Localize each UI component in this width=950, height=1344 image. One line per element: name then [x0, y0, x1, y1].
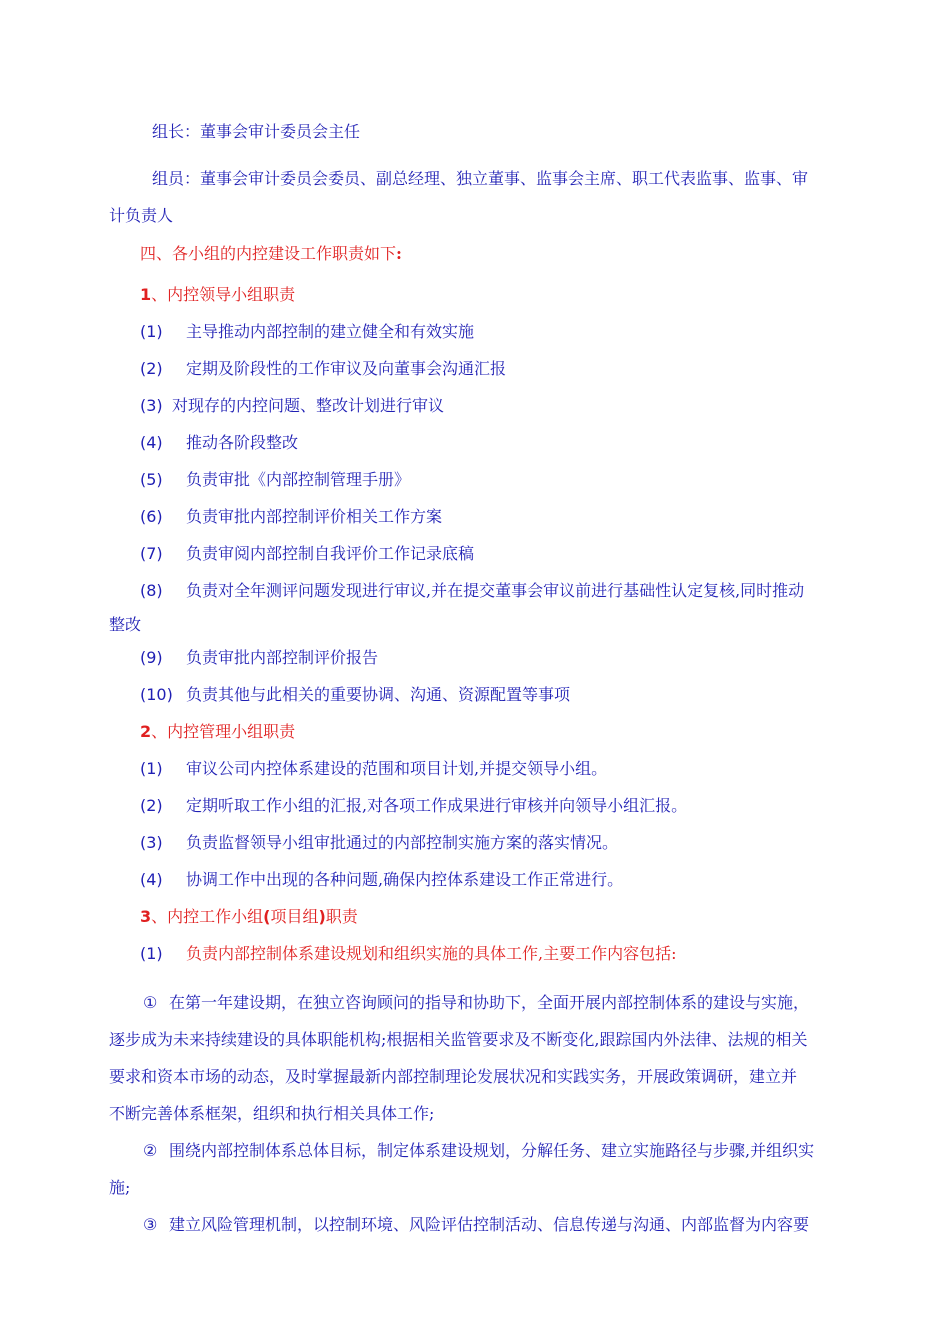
group1-item-2 [140, 358, 506, 380]
sub-item-2-line-2: 施; [109, 1178, 131, 1197]
item-text: 对现存的内控问题、整改计划进行审议 [172, 396, 445, 415]
group2-item-1 [140, 758, 607, 780]
item-number: (1) [140, 759, 163, 778]
item-number: (3) [140, 833, 163, 852]
sub-item-3-line-1 [143, 1214, 809, 1236]
leader-value: 董事会审计委员会主任 [200, 122, 361, 141]
group3-title-e: 职责 [325, 907, 358, 926]
item-text: 负责审批《内部控制管理手册》 [186, 470, 411, 489]
sub-item-2-mark: ② [143, 1141, 158, 1160]
group3-item-1 [140, 943, 676, 965]
group3-number: 3 [140, 907, 152, 926]
item-text: 负责审批内部控制评价相关工作方案 [186, 507, 443, 526]
group1-item-6 [140, 506, 442, 528]
item-text: 负责监督领导小组审批通过的内部控制实施方案的落实情况。 [186, 833, 619, 852]
sub-item-1-line-1 [143, 992, 809, 1014]
group2-number: 2 [140, 722, 152, 741]
item-text: 负责其他与此相关的重要协调、沟通、资源配置等事项 [186, 685, 571, 704]
item-text: 负责审阅内部控制自我评价工作记录底稿 [186, 544, 475, 563]
item-text: 协调工作中出现的各种问题,确保内控体系建设工作正常进行。 [186, 870, 624, 889]
item-number: (3) [140, 396, 163, 415]
group3-title-a: 、内控工作小组 [151, 907, 264, 926]
sub-item-2-line-1 [143, 1140, 814, 1162]
item-number: (10) [140, 685, 173, 704]
section-four-colon: : [396, 244, 402, 263]
group1-item-3 [140, 395, 444, 417]
group1-item-9 [140, 647, 378, 669]
sub-item-2-text-1: 围绕内部控制体系总体目标，制定体系建设规划，分解任务、建立实施路径与步骤,并组织实 [169, 1141, 815, 1160]
item-number: (7) [140, 544, 163, 563]
group3-title-d: ) [318, 907, 326, 926]
group3-title-c: 项目组 [270, 907, 319, 926]
sub-item-1-line-3: 要求和资本市场的动态，及时掌握最新内部控制理论发展状况和实践实务，开展政策调研，建立并 [109, 1067, 798, 1086]
group2-item-4 [140, 869, 623, 891]
item-number: (2) [140, 796, 163, 815]
item-text: 定期听取工作小组的汇报,对各项工作成果进行审核并向领导小组汇报。 [186, 796, 688, 815]
members-line [152, 168, 808, 190]
sub-item-1-mark: ① [143, 993, 158, 1012]
item-text: 定期及阶段性的工作审议及向董事会沟通汇报 [186, 359, 507, 378]
sub-item-3-mark: ③ [143, 1215, 158, 1234]
item-number: (4) [140, 433, 163, 452]
item-text: 主导推动内部控制的建立健全和有效实施 [186, 322, 475, 341]
item-number: (2) [140, 359, 163, 378]
item-number: (6) [140, 507, 163, 526]
group2-title [140, 721, 295, 743]
group1-item-10 [140, 684, 570, 706]
item-text: 负责内部控制体系建设规划和组织实施的具体工作,主要工作内容包括: [186, 944, 677, 963]
item-text: 负责对全年测评问题发现进行审议,并在提交董事会审议前进行基础性认定复核,同时推动 [186, 581, 805, 600]
item-text: 审议公司内控体系建设的范围和项目计划,并提交领导小组。 [186, 759, 608, 778]
sub-item-3-text-1: 建立风险管理机制，以控制环境、风险评估控制活动、信息传递与沟通、内部监督为内容要 [169, 1215, 810, 1234]
item-number: (4) [140, 870, 163, 889]
leader-label: 组长： [152, 122, 201, 141]
item-number: (9) [140, 648, 163, 667]
group1-item-8-continuation: 整改 [109, 615, 142, 634]
group3-title-b: ( [263, 907, 271, 926]
group2-title-text: 、内控管理小组职责 [151, 722, 296, 741]
group1-item-4 [140, 432, 298, 454]
item-text: 推动各阶段整改 [186, 433, 299, 452]
members-value-line1: 董事会审计委员会委员、副总经理、独立董事、监事会主席、职工代表监事、监事、审 [200, 169, 809, 188]
item-number: (5) [140, 470, 163, 489]
leader-line [152, 121, 360, 143]
item-number: (8) [140, 581, 163, 600]
sub-item-1-line-4: 不断完善体系框架，组织和执行相关具体工作; [109, 1104, 435, 1123]
group2-item-2 [140, 795, 687, 817]
group1-item-8 [140, 580, 804, 602]
section-four-heading-text: 四、各小组的内控建设工作职责如下 [140, 244, 397, 263]
members-label: 组员： [152, 169, 201, 188]
section-four-heading [140, 243, 402, 265]
group1-title [140, 284, 295, 306]
group3-title [140, 906, 358, 928]
item-number: (1) [140, 322, 163, 341]
sub-item-1-line-2: 逐步成为未来持续建设的具体职能机构;根据相关监管要求及不断变化,跟踪国内外法律、法规的相关 [109, 1030, 808, 1049]
group1-item-5 [140, 469, 410, 491]
group1-item-7 [140, 543, 474, 565]
sub-item-1-text-1: 在第一年建设期，在独立咨询顾问的指导和协助下，全面开展内部控制体系的建设与实施， [169, 993, 810, 1012]
item-number: (1) [140, 944, 163, 963]
group1-title-text: 、内控领导小组职责 [151, 285, 296, 304]
item-text: 负责审批内部控制评价报告 [186, 648, 379, 667]
group1-item-1 [140, 321, 474, 343]
group2-item-3 [140, 832, 618, 854]
members-value-line2: 计负责人 [109, 206, 174, 225]
group1-number: 1 [140, 285, 152, 304]
